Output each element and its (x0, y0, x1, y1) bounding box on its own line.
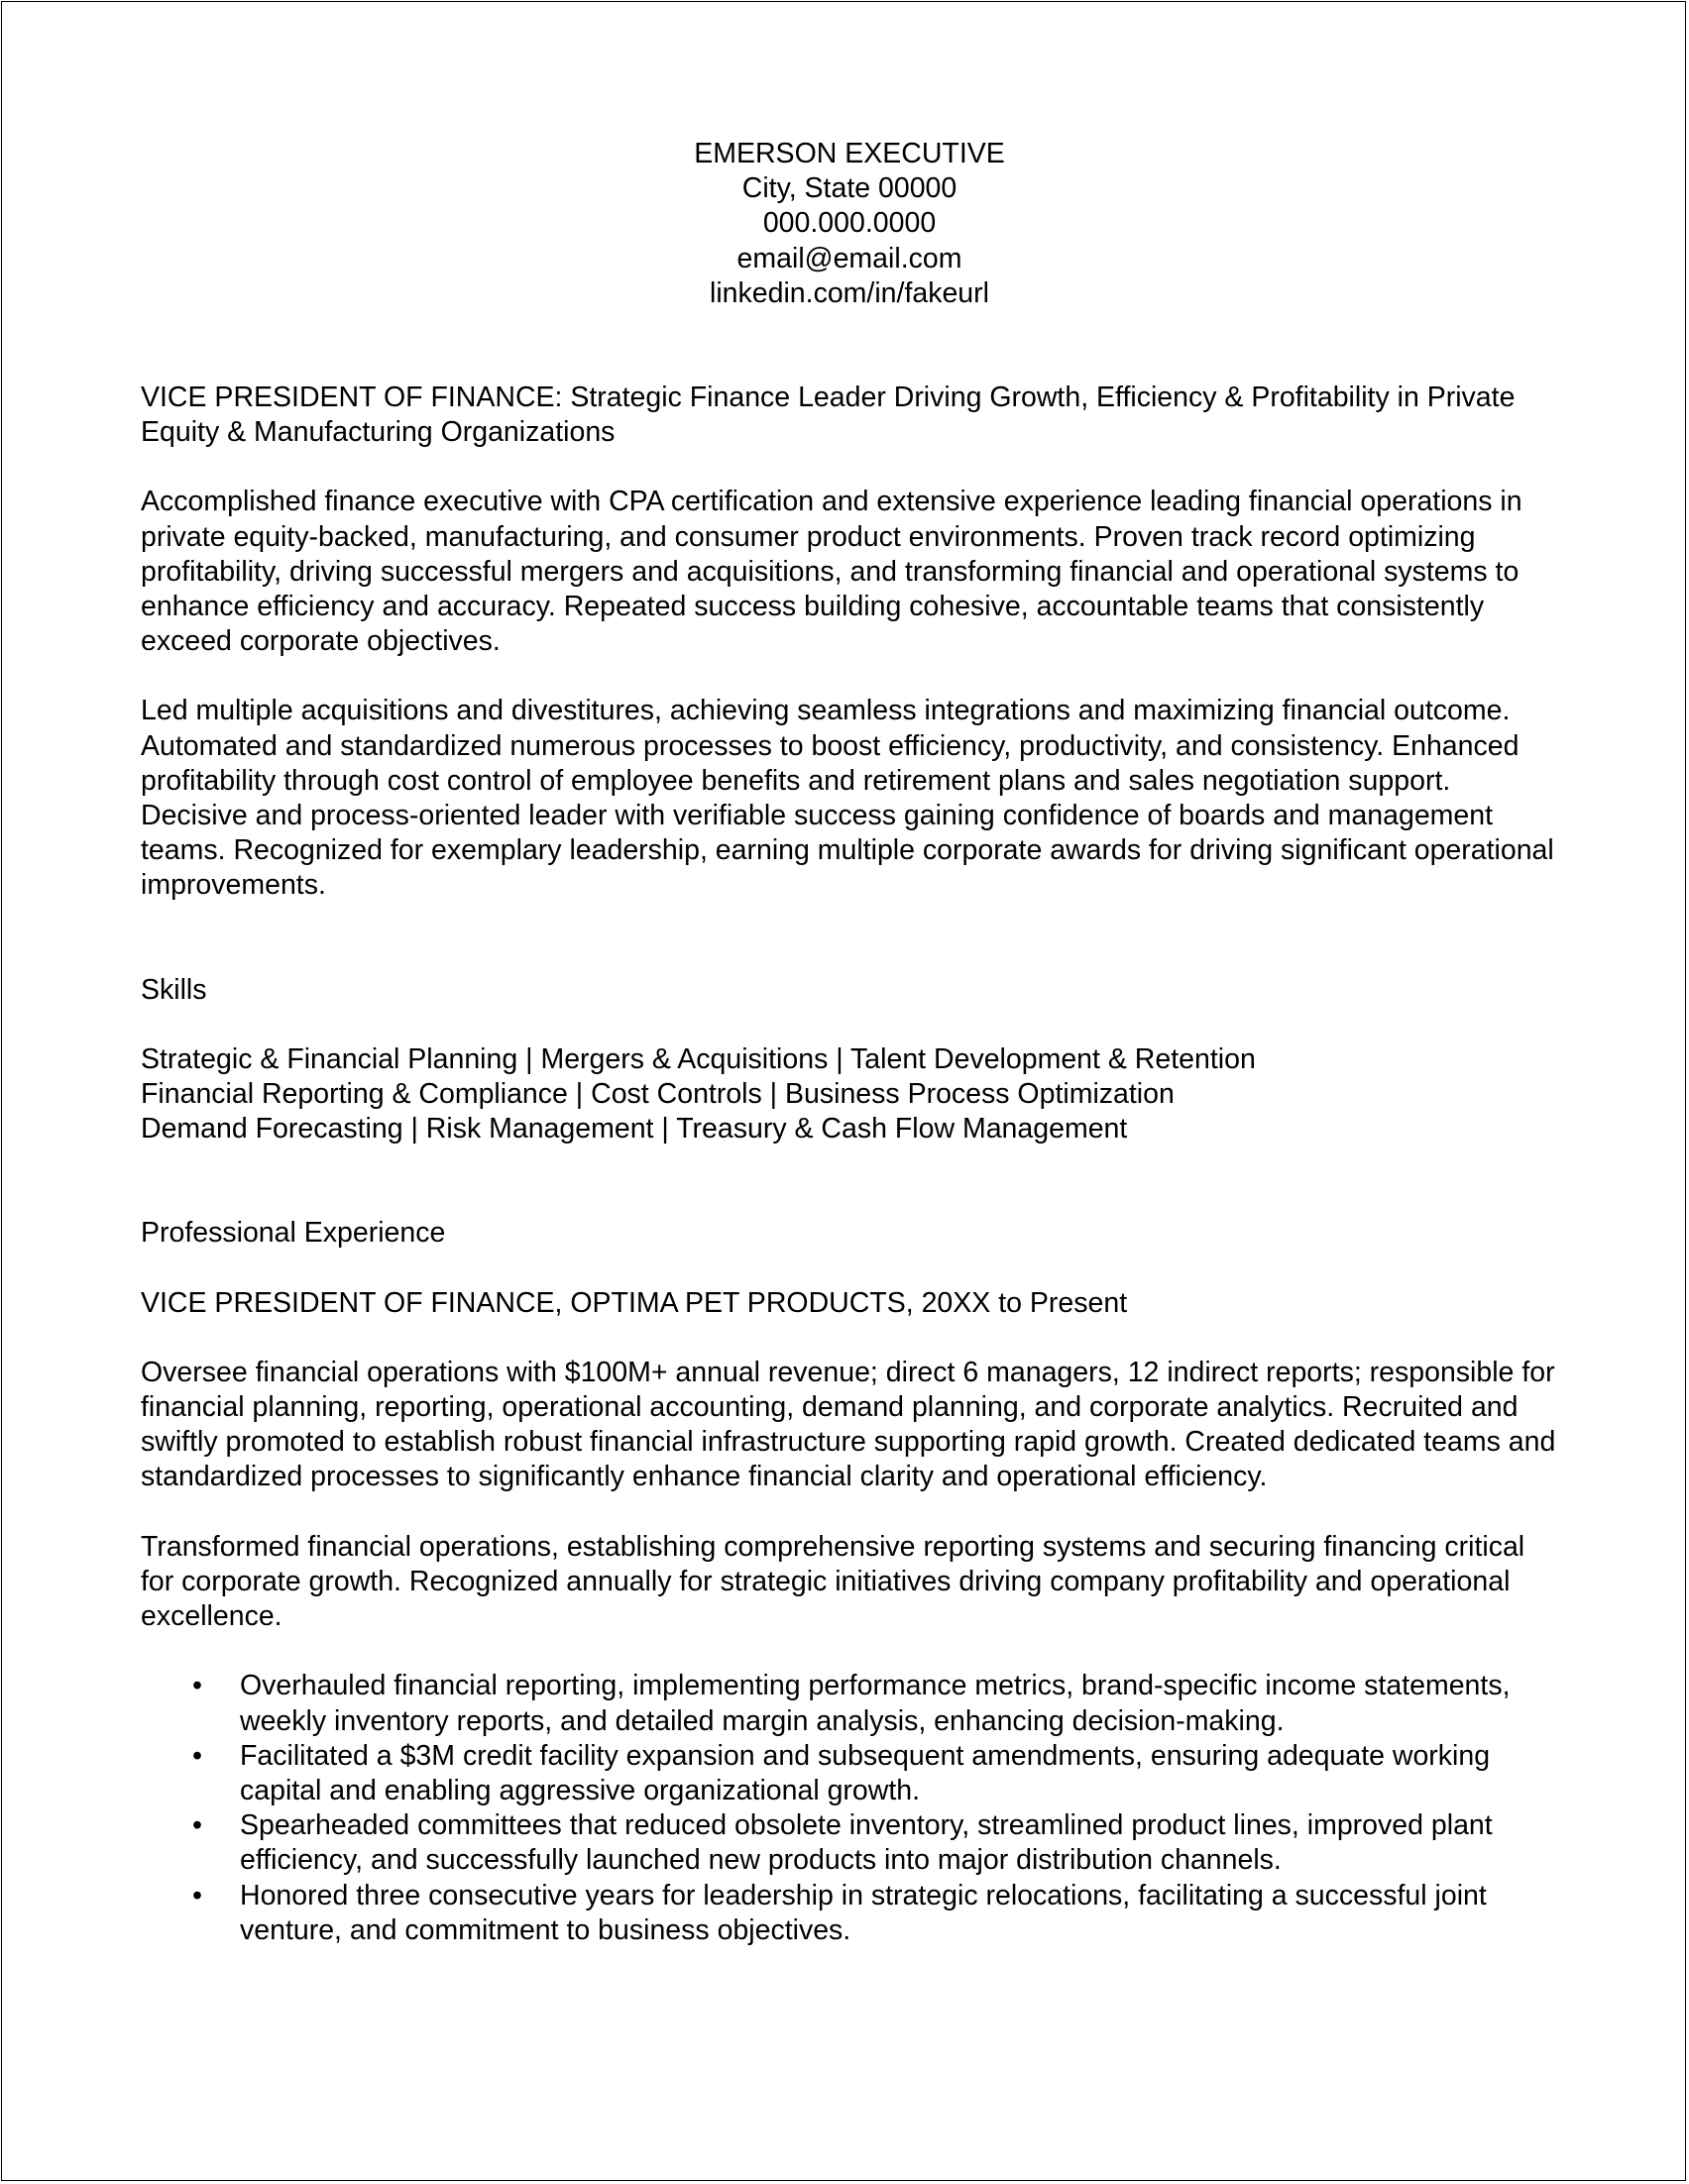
bullet-icon: • (192, 1809, 202, 1842)
experience-heading: Professional Experience (141, 1217, 446, 1250)
candidate-name: EMERSON EXECUTIVE (694, 138, 1005, 169)
job-paragraph: Oversee financial operations with $100M+ annual revenue; direct 6 managers, 12 indirect reports; responsible for financial planning, reporting, operational accounting, demand planning, and corporate analytics. Recruited and swiftly promoted to establish robust financial infrastructure supporting rapid growth. Created dedicated teams and standardized processes to significantly enhance financial clarity and operational efficiency. (141, 1356, 1556, 1493)
spacer (141, 904, 1558, 973)
job-paragraph: Transformed financial operations, establishing comprehensive reporting systems and securing financing critical for corporate growth. Recognized annually for strategic initiatives driving company profitability and operational excellence. (141, 1530, 1525, 1633)
achievement-text: Facilitated a $3M credit facility expansion and subsequent amendments, ensuring adequate working capital and enabling aggressive organizational growth. (240, 1739, 1491, 1806)
skills-line: Financial Reporting & Compliance | Cost Controls | Business Process Optimization (141, 1078, 1175, 1111)
spacer (141, 1495, 1558, 1530)
candidate-phone: 000.000.0000 (762, 207, 937, 240)
skills-list (141, 1042, 1558, 1147)
headline: VICE PRESIDENT OF FINANCE: Strategic Finance Leader Driving Growth, Efficiency & Profitability in Private Equity & Manufacturing Organizations (141, 382, 1516, 449)
spacer (141, 1008, 1558, 1042)
job-title-line: VICE PRESIDENT OF FINANCE, OPTIMA PET PRODUCTS, 20XX to Present (141, 1286, 1128, 1319)
spacer (141, 1634, 1558, 1669)
bullet-icon: • (192, 1879, 202, 1911)
bullet-icon: • (192, 1670, 202, 1702)
candidate-location: City, State 00000 (741, 172, 957, 205)
candidate-linkedin: linkedin.com/in/fakeurl (710, 276, 989, 309)
skills-line: Demand Forecasting | Risk Management | Treasury & Cash Flow Management (141, 1113, 1128, 1146)
spacer (141, 450, 1558, 485)
skills-heading: Skills (141, 973, 207, 1006)
spacer (141, 1321, 1558, 1356)
skills-line: Strategic & Financial Planning | Mergers & Acquisitions | Talent Development & Retention (141, 1042, 1256, 1075)
contact-header (141, 137, 1558, 311)
achievement-item (141, 1739, 1558, 1808)
resume-document (141, 137, 1558, 1948)
spacer (141, 1147, 1558, 1216)
summary-paragraph: Accomplished finance executive with CPA certification and extensive experience leading financial operations in private equity-backed, manufacturing, and consumer product environments. Proven track record optimizing profitability, driving successful mergers and acquisitions, and transforming financial and operational systems to enhance efficiency and accuracy. Repeated success building cohesive, accountable teams that consistently exceed corporate objectives. (141, 486, 1522, 658)
achievement-item (141, 1808, 1558, 1878)
bullet-icon: • (192, 1739, 202, 1772)
achievement-item (141, 1879, 1558, 1948)
summary-paragraph: Led multiple acquisitions and divestitures, achieving seamless integrations and maximizing financial outcome. Automated and standardized numerous processes to boost efficiency, productivity, and consistency. Enhanced profitability through cost control of employee benefits and retirement plans and sales negotiation support. Decisive and process-oriented leader with verifiable success gaining confidence of boards and management teams. Recognized for exemplary leadership, earning multiple corporate awards for driving significant operational improvements. (141, 695, 1554, 902)
achievement-list (141, 1669, 1558, 1948)
spacer (141, 1252, 1558, 1286)
achievement-text: Honored three consecutive years for leadership in strategic relocations, facilitating a successful joint venture, and commitment to business objectives. (240, 1879, 1487, 1946)
achievement-text: Overhauled financial reporting, implementing performance metrics, brand-specific income statements, weekly inventory reports, and detailed margin analysis, enhancing decision-making. (240, 1670, 1511, 1737)
candidate-email: email@email.com (736, 242, 962, 274)
spacer (141, 311, 1558, 381)
achievement-text: Spearheaded committees that reduced obsolete inventory, streamlined product lines, improved plant efficiency, and successfully launched new products into major distribution channels. (240, 1809, 1493, 1877)
spacer (141, 659, 1558, 694)
achievement-item (141, 1669, 1558, 1738)
